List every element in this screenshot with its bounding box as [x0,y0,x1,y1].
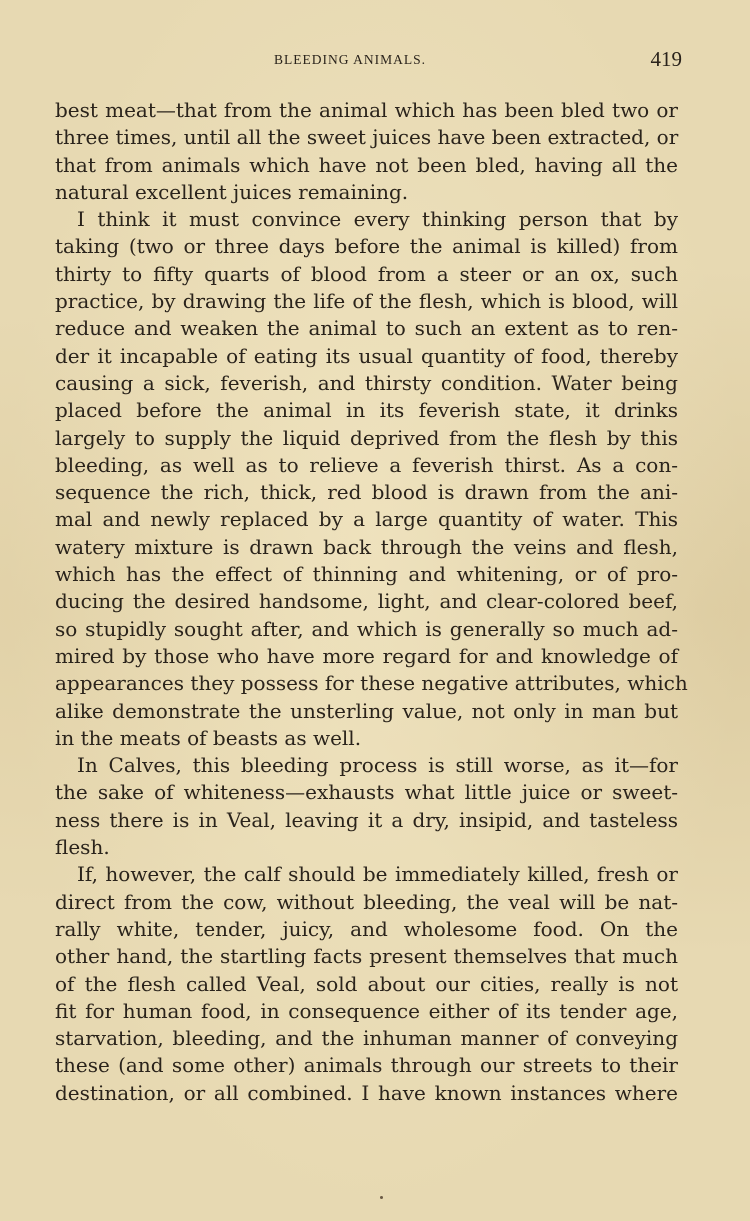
text-line: the sake of whiteness—exhausts what little juice or sweet- [55,780,678,805]
text-line: practice, by drawing the life of the flesh, which is blood, will [55,289,678,314]
body-text [55,97,688,1107]
text-line: appearances they possess for these negative attributes, which [55,671,688,696]
text-line: three times, until all the sweet juices have been extracted, or [55,125,679,150]
text-line: mired by those who have more regard for and knowledge of [55,643,678,668]
text-line: bleeding, as well as to relieve a feverish thirst. As a con- [55,452,678,477]
text-line: these (and some other) animals through our streets to their [55,1053,678,1078]
page-number: 419 [650,47,682,71]
text-line: starvation, bleeding, and the inhuman manner of conveying [55,1026,678,1051]
page-header [52,47,682,77]
page-speck [380,1196,383,1199]
text-line: fit for human food, in consequence either of its tender age, [55,998,678,1023]
text-line: thirty to fifty quarts of blood from a steer or an ox, such [55,261,678,286]
text-line: mal and newly replaced by a large quantity of water. This [55,507,678,532]
text-line: der it incapable of eating its usual quantity of food, thereby [55,343,678,368]
text-line: rally white, tender, juicy, and wholesome food. On the [55,916,678,941]
text-line: which has the effect of thinning and whitening, or of pro- [55,562,678,587]
text-line: alike demonstrate the unsterling value, not only in man but [55,698,678,723]
text-line: best meat—that from the animal which has been bled two or [55,98,678,122]
text-line: flesh. [55,835,110,860]
text-line: ness there is in Veal, leaving it a dry, insipid, and tasteless [55,807,678,832]
text-line: placed before the animal in its feverish state, it drinks [55,398,678,423]
text-line: sequence the rich, thick, red blood is drawn from the ani- [55,480,678,505]
text-line: of the flesh called Veal, sold about our cities, really is not [55,971,678,996]
text-line: natural excellent juices remaining. [55,179,409,204]
text-line: If, however, the calf should be immediately killed, fresh or [77,862,678,887]
text-line: so stupidly sought after, and which is generally so much ad- [55,616,678,641]
text-line: I think it must convince every thinking person that by [77,207,678,232]
text-line: watery mixture is drawn back through the veins and flesh, [55,534,678,559]
text-line: taking (two or three days before the animal is killed) from [55,234,678,259]
text-line: in the meats of beasts as well. [55,725,362,750]
text-line: largely to supply the liquid deprived from the flesh by this [55,425,678,450]
text-line: reduce and weaken the animal to such an extent as to ren- [55,316,678,341]
text-line: In Calves, this bleeding process is still worse, as it—for [77,753,678,778]
text-line: causing a sick, feverish, and thirsty condition. Water being [55,370,678,395]
running-head: BLEEDING ANIMALS. [274,52,426,67]
text-line: destination, or all combined. I have known instances where [55,1080,678,1105]
text-line: other hand, the startling facts present themselves that much [55,944,678,969]
text-line: direct from the cow, without bleeding, the veal will be nat- [55,889,678,914]
text-line: ducing the desired handsome, light, and clear-colored beef, [55,589,678,614]
text-line: that from animals which have not been bled, having all the [55,152,678,177]
